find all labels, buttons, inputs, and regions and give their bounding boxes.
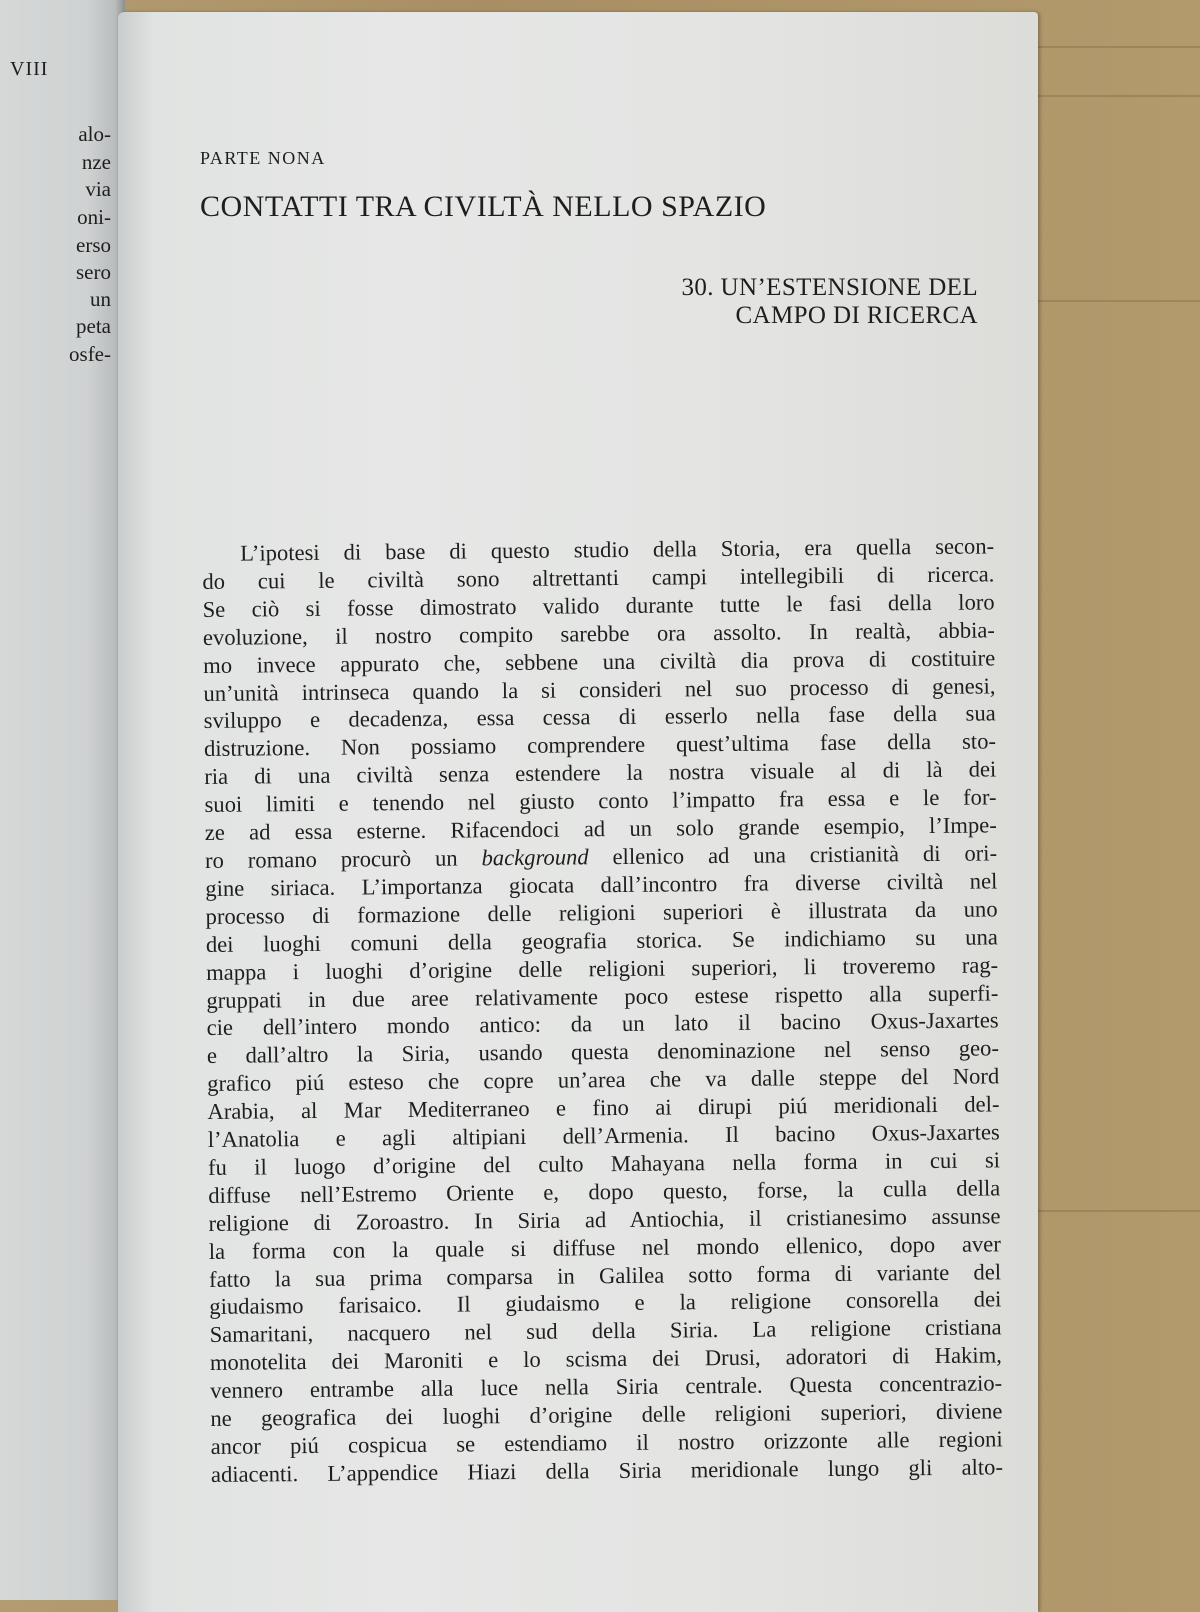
- book-page: [118, 12, 1038, 1612]
- text-line: ancor piú cospicua se estendiamo il nostro orizzonte alle regioni: [210, 1426, 1003, 1459]
- wood-grain: [1030, 46, 1200, 48]
- text-line: grafico piú esteso che copre un’area che va dalle steppe del Nord: [207, 1063, 1000, 1097]
- chapter-heading: [681, 274, 978, 330]
- left-page: [0, 0, 125, 1600]
- text-line: ze ad essa esterne. Rifacendoci ad un solo grande esempio, l’Impe-: [204, 812, 997, 846]
- text-fragment: ellenico ad una cristianità di ori-: [588, 840, 998, 870]
- text-line: l’Anatolia e agli altipiani dell’Armenia. Il bacino Oxus-Jaxartes: [207, 1119, 1000, 1153]
- text-line: ne geografica dei luoghi d’origine delle religioni superiori, diviene: [210, 1398, 1003, 1432]
- text-line: dei luoghi comuni della geografia storica. Se indichiamo su una: [205, 924, 998, 957]
- text-line: vennero entrambe alla luce nella Siria centrale. Questa concentrazio-: [210, 1370, 1003, 1404]
- text-line: L’ipotesi di base di questo studio della Storia, era quella secon-: [240, 533, 995, 566]
- text-line: evoluzione, il nostro compito sarebbe ora assolto. In realtà, abbia-: [202, 617, 996, 650]
- text-line: Arabia, al Mar Mediterraneo e fino ai dirupi piú meridionali del-: [207, 1091, 1000, 1125]
- text-line: un’unità intrinseca quando la si consideri nel suo processo di genesi,: [203, 672, 996, 706]
- chapter-heading-line: CAMPO DI RICERCA: [735, 302, 978, 329]
- text-line: monotelita dei Maroniti e lo scisma dei Drusi, adoratori di Hakim,: [209, 1342, 1002, 1376]
- text-line: mappa i luoghi d’origine delle religioni superiori, li troveremo rag-: [206, 951, 999, 985]
- left-page-fragment: nze: [81, 150, 111, 174]
- text-line: gine siriaca. L’importanza giocata dall’incontro fra diverse civiltà nel: [205, 868, 998, 901]
- text-line: e dall’altro la Siria, usando questa denominazione nel senso geo-: [206, 1035, 1000, 1069]
- left-page-fragment: osfe-: [69, 342, 111, 366]
- text-line: mo invece appurato che, sebbene una civiltà dia prova di costituire: [203, 645, 996, 678]
- text-line: Samaritani, nacquero nel sud della Siria. La religione cristiana: [209, 1314, 1002, 1348]
- wood-grain: [1030, 1210, 1200, 1212]
- wood-grain: [1030, 95, 1200, 97]
- text-line: do cui le civiltà sono altrettanti campi intellegibili di ricerca.: [202, 561, 995, 594]
- text-line: ria di una civiltà senza estendere la nostra visuale al di là dei: [204, 756, 997, 790]
- text-line: gruppati in due aree relativamente poco estese rispetto alla superfi-: [206, 979, 999, 1013]
- text-line: cie dell’intero mondo antico: da un lato il bacino Oxus-Jaxartes: [206, 1007, 999, 1041]
- chapter-heading-line: 30. UN’ESTENSIONE DEL: [681, 274, 978, 301]
- text-line: adiacenti. L’appendice Hiazi della Siria meridionale lungo gli alto-: [210, 1454, 1004, 1487]
- part-title: CONTATTI TRA CIVILTÀ NELLO SPAZIO: [200, 190, 767, 223]
- text-line: fu il luogo d’origine del culto Mahayana nella forma in cui si: [207, 1147, 1001, 1180]
- text-fragment: ro romano procurò un: [204, 845, 482, 873]
- text-line: diffuse nell’Estremo Oriente e, dopo questo, forse, la culla della: [208, 1175, 1001, 1208]
- text-line: giudaismo farisaico. Il giudaismo e la religione consorella dei: [209, 1286, 1002, 1320]
- left-page-fragment: erso: [76, 233, 111, 257]
- wood-grain: [1030, 300, 1200, 302]
- left-page-fragment: via: [85, 177, 111, 201]
- text-line: religione di Zoroastro. In Siria ad Antiochia, il cristianesimo assunse: [208, 1203, 1001, 1236]
- left-page-fragment: un: [90, 287, 111, 311]
- left-page-fragment: oni-: [77, 205, 111, 229]
- text-line: suoi limiti e tenendo nel giusto conto l’impatto fra essa e le for-: [204, 784, 997, 818]
- left-page-fragment: peta: [76, 314, 111, 338]
- text-line: sviluppo e decadenza, essa cessa di esserlo nella fase della sua: [203, 700, 996, 734]
- page-folio: VIII: [10, 58, 49, 80]
- text-line: la forma con la quale si diffuse nel mondo ellenico, dopo aver: [208, 1231, 1001, 1264]
- italic-term: background: [481, 844, 589, 871]
- text-line: fatto la sua prima comparsa in Galilea sotto forma di variante del: [208, 1258, 1002, 1292]
- part-label: PARTE NONA: [200, 148, 326, 168]
- text-line: processo di formazione delle religioni superiori è illustrata da uno: [205, 896, 998, 929]
- left-page-fragment: alo-: [78, 122, 111, 146]
- text-line: distruzione. Non possiamo comprendere quest’ultima fase della sto-: [203, 728, 997, 762]
- text-line: Se ciò si fosse dimostrato valido durante tutte le fasi della loro: [202, 589, 995, 622]
- body-paragraph: [202, 532, 1003, 1488]
- left-page-fragment: sero: [76, 260, 111, 284]
